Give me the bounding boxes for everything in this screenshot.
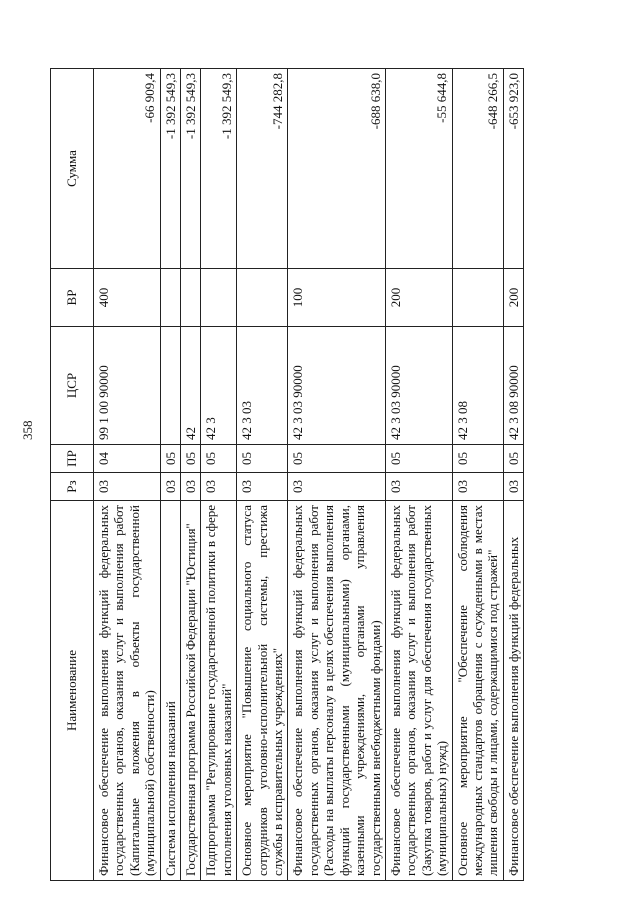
table-row [503,69,523,881]
row-name: Подпрограмма "Регулирование государственной политики в сфере исполнения уголовных наказаний" [201,501,237,881]
header-csr: ЦСР [51,327,94,445]
row-pr: 05 [160,445,180,473]
row-csr: 42 3 08 90000 [503,327,523,445]
row-vr: 400 [94,269,161,327]
row-amount: -648 266,5 [452,69,503,269]
row-vr [452,269,503,327]
row-name: Система исполнения наказаний [160,501,180,881]
page-content [50,69,584,881]
row-rz: 03 [452,473,503,501]
row-pr: 05 [385,445,452,473]
table-row [288,69,385,881]
row-name: Финансовое обеспечение выполнения функций федеральных [503,501,523,881]
row-pr: 05 [452,445,503,473]
row-amount: -1 392 549,3 [160,69,180,269]
header-amount: Сумма [51,69,94,269]
row-pr: 05 [503,445,523,473]
budget-table [50,68,524,881]
row-amount: -744 282,8 [237,69,288,269]
table-row [385,69,452,881]
table-header-row [51,69,94,881]
row-vr [201,269,237,327]
row-rz: 03 [201,473,237,501]
row-pr: 05 [201,445,237,473]
row-pr: 04 [94,445,161,473]
table-row [452,69,503,881]
row-amount: -653 923,0 [503,69,523,269]
row-name: Основное мероприятие "Обеспечение соблюдения международных стандартов обращения с осужденными в местах лишения свободы и лицами, содержащимися под стражей" [452,501,503,881]
row-vr [160,269,180,327]
page-number: 358 [20,420,35,440]
row-rz: 03 [160,473,180,501]
header-rz: Рз [51,473,94,501]
row-vr [237,269,288,327]
table-row [94,69,161,881]
row-pr: 05 [288,445,385,473]
row-name: Основное мероприятие "Повышение социального статуса сотрудников уголовно-исполнительной системы, престижа службы в исправительных учреждениях" [237,501,288,881]
row-name: Финансовое обеспечение выполнения функций федеральных государственных органов, оказания услуг и выполнения работ (Закупка товаров, работ и услуг для обеспечения государственных (муниципальных) нужд) [385,501,452,881]
row-vr [181,269,201,327]
row-amount: -688 638,0 [288,69,385,269]
row-csr: 42 3 03 [237,327,288,445]
row-csr: 42 3 [201,327,237,445]
row-name: Финансовое обеспечение выполнения функций федеральных государственных органов, оказания услуг и выполнения работ (Капитальные вложения в объекты государственной (муниципальной) собственности) [94,501,161,881]
row-rz: 03 [288,473,385,501]
row-csr: 42 3 03 90000 [385,327,452,445]
header-pr: ПР [51,445,94,473]
row-amount: -1 392 549,3 [201,69,237,269]
table-row [237,69,288,881]
row-vr: 200 [385,269,452,327]
row-amount: -55 644,8 [385,69,452,269]
header-vr: ВР [51,269,94,327]
row-csr: 42 3 03 90000 [288,327,385,445]
header-name: Наименование [51,501,94,881]
row-rz: 03 [237,473,288,501]
row-csr: 42 [181,327,201,445]
row-rz: 03 [181,473,201,501]
row-rz: 03 [94,473,161,501]
row-pr: 05 [237,445,288,473]
row-vr: 200 [503,269,523,327]
row-rz: 03 [503,473,523,501]
row-csr: 42 3 08 [452,327,503,445]
row-rz: 03 [385,473,452,501]
row-amount: -1 392 549,3 [181,69,201,269]
row-name: Финансовое обеспечение выполнения функций федеральных государственных органов, оказания услуг и выполнения работ (Расходы на выплаты персоналу в целях обеспечения выполнения функций государственными (муниципальными) органами, казенными учреждениями, органами управления государственными внебюджетными фондами) [288,501,385,881]
row-vr: 100 [288,269,385,327]
row-csr: 99 1 00 90000 [94,327,161,445]
row-name: Государственная программа Российской Федерации "Юстиция" [181,501,201,881]
table-row [201,69,237,881]
table-row [160,69,180,881]
row-csr [160,327,180,445]
row-pr: 05 [181,445,201,473]
table-row [181,69,201,881]
row-amount: -66 909,4 [94,69,161,269]
